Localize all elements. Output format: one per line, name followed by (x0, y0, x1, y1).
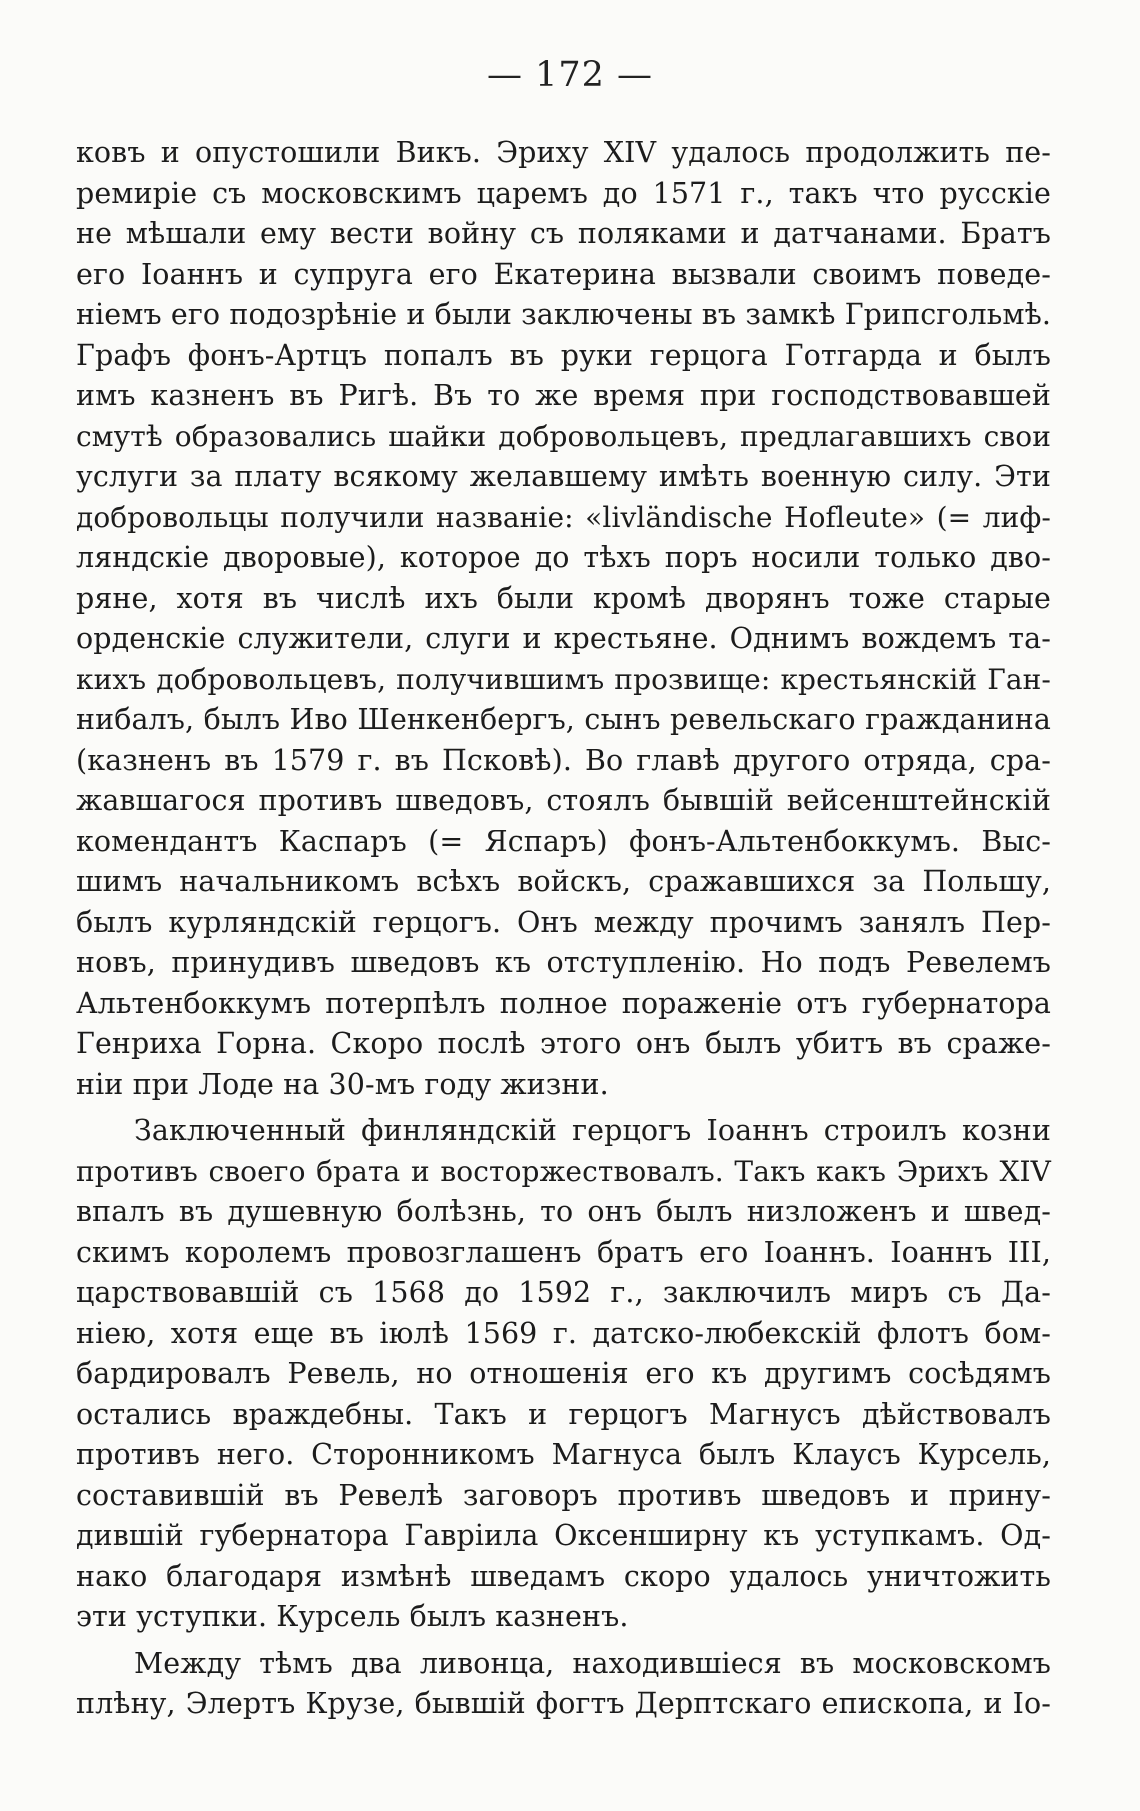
paragraph (76, 1644, 1051, 1725)
text-line: былъ курляндскій герцогъ. Онъ между прочимъ занялъ Пер- (76, 905, 1051, 939)
text-line: бардировалъ Ревель, но отношенія его къ другимъ сосѣдямъ (76, 1357, 1051, 1390)
text-line: Между тѣмъ два ливонца, находившіеся въ московскомъ (134, 1646, 1051, 1680)
text-line: добровольцы получили названіе: «livländische Hofleute» (= лиф- (76, 500, 1051, 534)
text-line: царствовавшій съ 1568 до 1592 г., заключилъ миръ съ Да- (76, 1276, 1051, 1309)
text-line: впалъ въ душевную болѣзнь, то онъ былъ низложенъ и швед- (76, 1195, 1051, 1228)
text-line: ремиріе съ московскимъ царемъ до 1571 г., такъ что русскіе (76, 176, 1051, 210)
text-line: составившій въ Ревелѣ заговоръ противъ шведовъ и прину- (76, 1478, 1051, 1512)
text-line: нако благодаря измѣнѣ шведамъ скоро удалось уничтожить (76, 1559, 1051, 1593)
paragraph (76, 1111, 1051, 1638)
text-line: ніемъ его подозрѣніе и были заключены въ замкѣ Грипсгольмѣ. (76, 298, 1052, 331)
text-line: кихъ добровольцевъ, получившимъ прозвище: крестьянскій Ган- (76, 662, 1051, 696)
text-line: жавшагося противъ шведовъ, стоялъ бывшій вейсенштейнскій (76, 784, 1051, 817)
text-line: остались враждебны. Такъ и герцогъ Магнусъ дѣйствовалъ (76, 1397, 1051, 1431)
text-line: ніею, хотя еще въ іюлѣ 1569 г. датско-любекскій флотъ бом- (76, 1316, 1051, 1350)
text-line: не мѣшали ему вести войну съ поляками и датчанами. Братъ (76, 217, 1051, 250)
text-line: (казненъ въ 1579 г. въ Псковѣ). Во главѣ другого отряда, сра- (76, 743, 1051, 777)
page-number: — 172 — (486, 55, 654, 95)
text-line: плѣну, Элертъ Крузе, бывшій фогтъ Дерптскаго епископа, и Іо- (76, 1687, 1051, 1720)
text-line: ляндскіе дворовые), которое до тѣхъ поръ носили только дво- (76, 541, 1051, 574)
text-line: дившій губернатора Гавріила Оксенширну къ уступкамъ. Од- (76, 1519, 1051, 1552)
text-line: эти уступки. Курсель былъ казненъ. (76, 1600, 629, 1633)
text-line: комендантъ Каспаръ (= Яспаръ) фонъ-Альтенбоккумъ. Выс- (76, 824, 1051, 858)
text-line: ковъ и опустошили Викъ. Эриху XIV удалось продолжить пе- (76, 136, 1051, 169)
text-line: нибалъ, былъ Иво Шенкенбергъ, сынъ ревельскаго гражданина (76, 703, 1051, 736)
text-line: новъ, принудивъ шведовъ къ отступленію. Но подъ Ревелемъ (76, 946, 1051, 979)
body-text (76, 133, 1051, 1725)
text-line: ряне, хотя въ числѣ ихъ были кромѣ дворянъ тоже старые (76, 581, 1051, 615)
text-line: Заключенный финляндскій герцогъ Іоаннъ строилъ козни (134, 1114, 1051, 1147)
text-line: имъ казненъ въ Ригѣ. Въ то же время при господствовавшей (76, 379, 1051, 412)
text-line: скимъ королемъ провозглашенъ братъ его Іоаннъ. Іоаннъ III, (76, 1235, 1051, 1269)
text-line: орденскіе служители, слуги и крестьяне. Однимъ вождемъ та- (76, 622, 1051, 655)
text-line: его Іоаннъ и супруга его Екатерина вызвали своимъ поведе- (76, 257, 1051, 291)
text-line: противъ своего брата и восторжествовалъ. Такъ какъ Эрихъ XIV (76, 1154, 1051, 1188)
text-line: Альтенбоккумъ потерпѣлъ полное пораженіе отъ губернатора (76, 986, 1051, 1020)
text-line: Графъ фонъ-Артцъ попалъ въ руки герцога Готгарда и былъ (76, 338, 1051, 372)
text-line: услуги за плату всякому желавшему имѣть военную силу. Эти (76, 460, 1051, 493)
paragraph (76, 133, 1051, 1105)
text-line: Генриха Горна. Скоро послѣ этого онъ былъ убитъ въ сраже- (76, 1027, 1051, 1060)
text-line: шимъ начальникомъ всѣхъ войскъ, сражавшихся за Польшу, (76, 865, 1051, 898)
text-line: ніи при Лоде на 30-мъ году жизни. (76, 1067, 609, 1101)
text-line: смутѣ образовались шайки добровольцевъ, предлагавшихъ свои (76, 419, 1051, 453)
text-line: противъ него. Сторонникомъ Магнуса былъ Клаусъ Курсель, (76, 1438, 1051, 1471)
